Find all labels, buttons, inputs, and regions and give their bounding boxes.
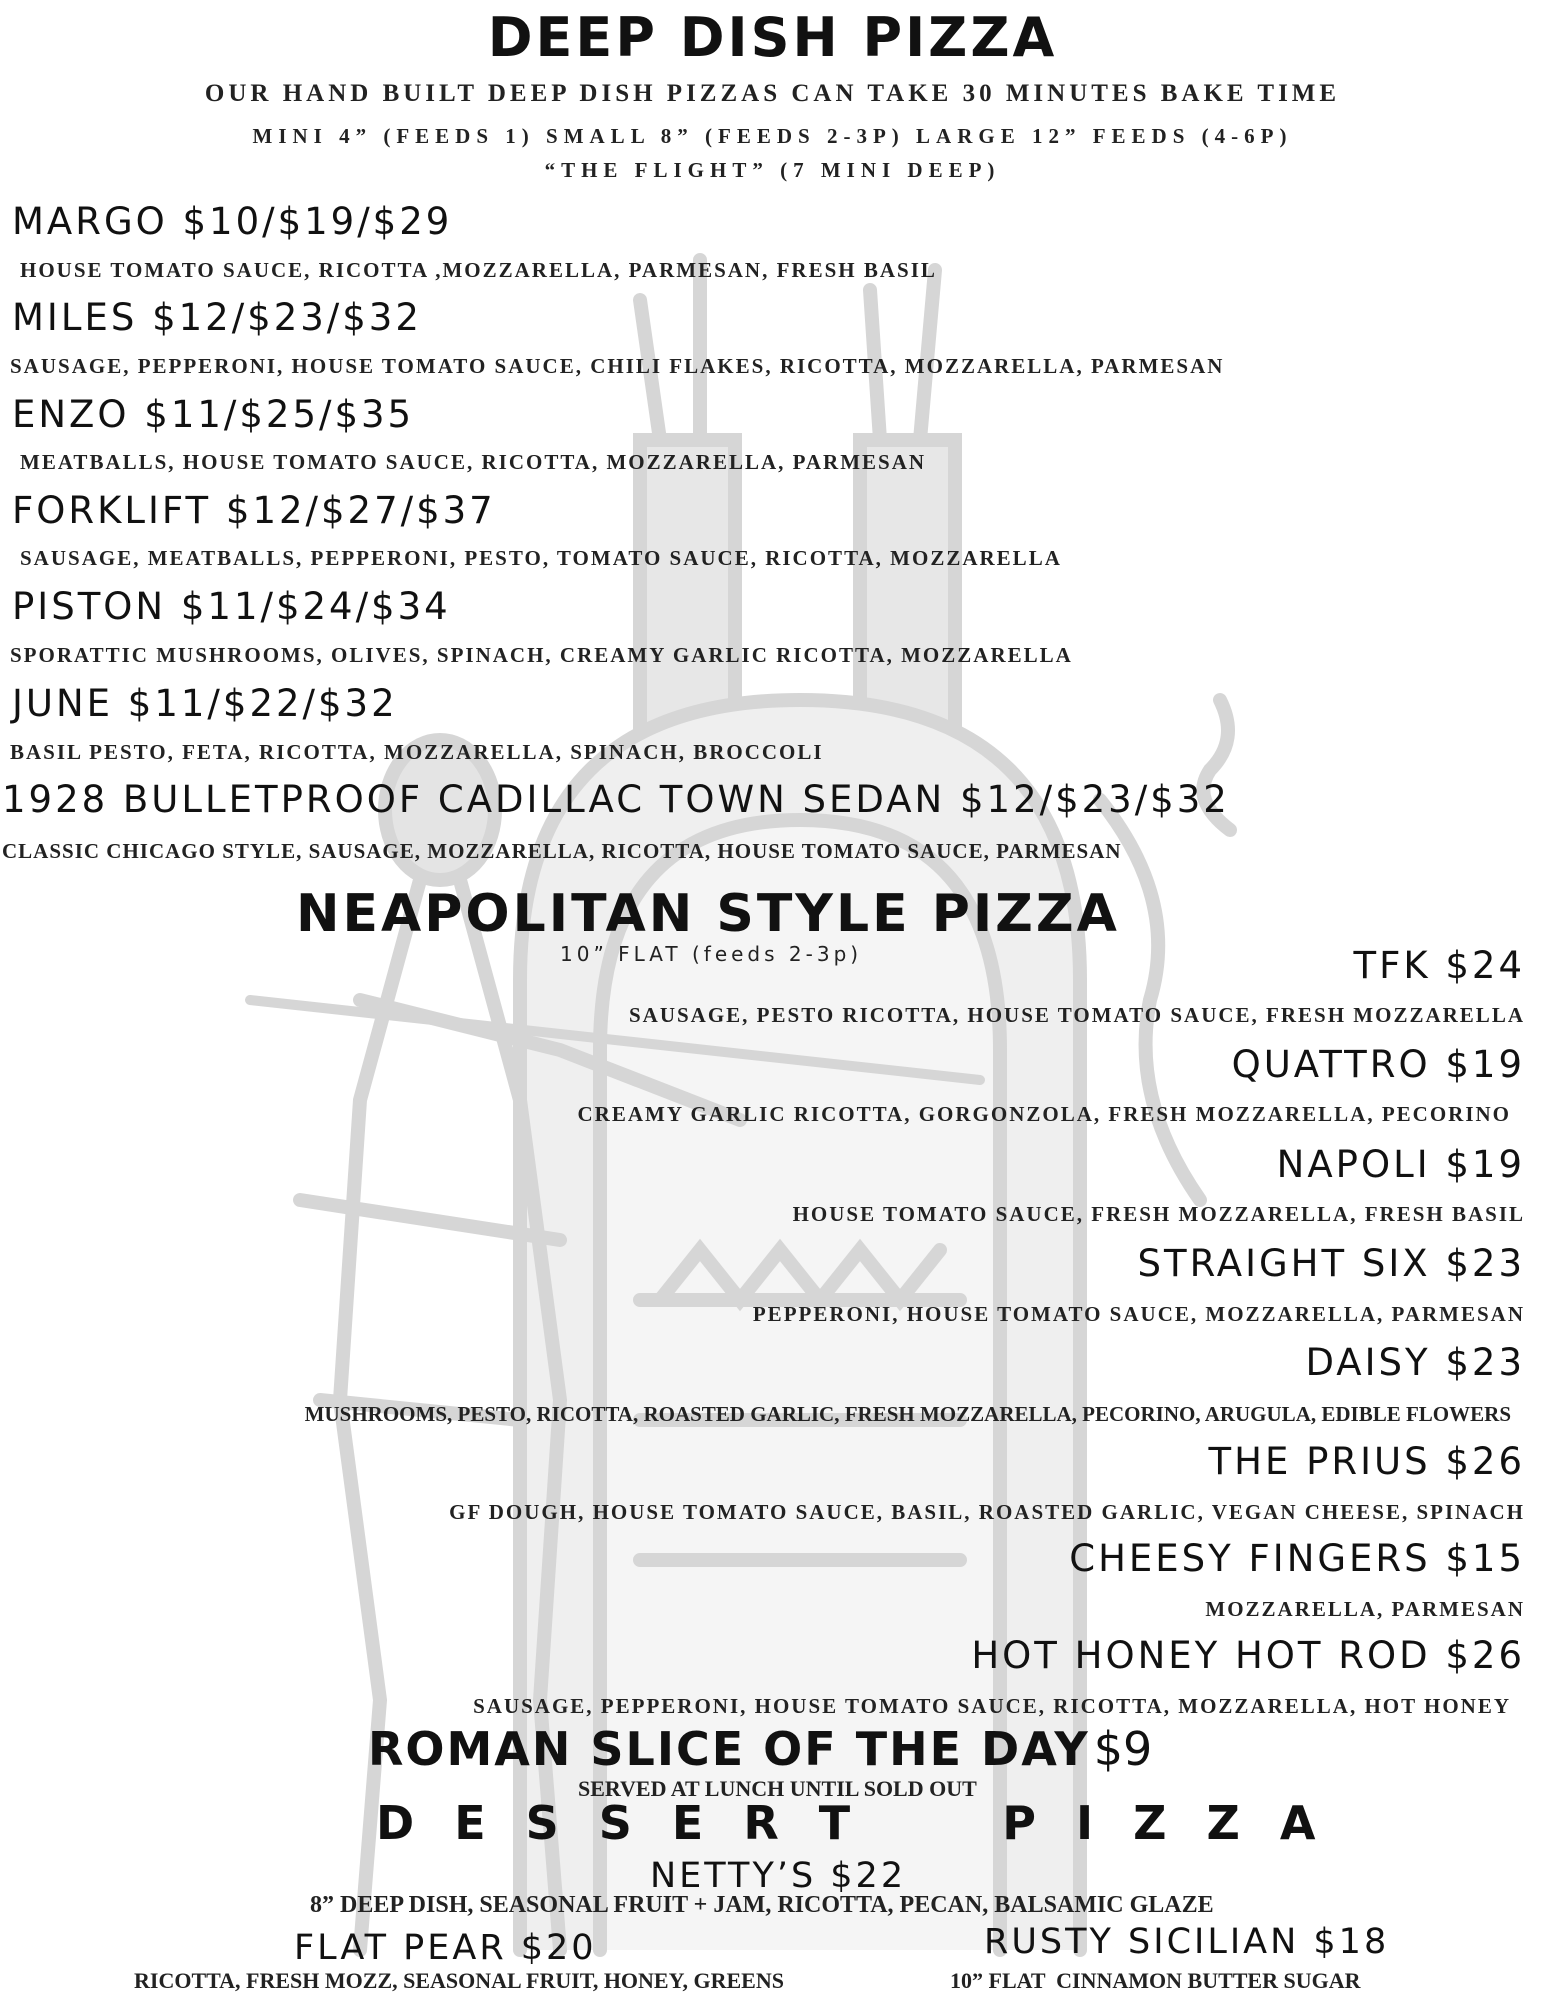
deep-dish-item-name: MILES $12/$23/$32 (12, 296, 422, 339)
neapolitan-item-desc: SAUSAGE, PESTO RICOTTA, HOUSE TOMATO SAUCE, FRESH MOZZARELLA (628, 1003, 1525, 1027)
neapolitan-item-desc: MUSHROOMS, PESTO, RICOTTA, ROASTED GARLIC, FRESH MOZZARELLA, PECORINO, ARUGULA, EDIBLE FLOWERS (304, 1402, 1511, 1426)
deep-dish-item-name: FORKLIFT $12/$27/$37 (12, 489, 496, 532)
neapolitan-item-name: QUATTRO $19 (1231, 1043, 1525, 1086)
neapolitan-size-note: 10” FLAT (feeds 2-3p) (560, 942, 863, 966)
deep-dish-sizes: MINI 4” (FEEDS 1) SMALL 8” (FEEDS 2-3P) LARGE 12” FEEDS (4-6P) (252, 124, 1293, 148)
dessert-item-desc: 10” FLAT CINNAMON BUTTER SUGAR (950, 1968, 1361, 1993)
neapolitan-item-name: DAISY $23 (1305, 1341, 1525, 1384)
deep-dish-item-desc: HOUSE TOMATO SAUCE, RICOTTA ,MOZZARELLA, PARMESAN, FRESH BASIL (20, 258, 937, 282)
dessert-item-name: FLAT PEAR $20 (294, 1928, 597, 1968)
neapolitan-item-name: CHEESY FINGERS $15 (1069, 1537, 1525, 1580)
neapolitan-item-name: HOT HONEY HOT ROD $26 (971, 1634, 1525, 1677)
deep-dish-item-desc: SPORATTIC MUSHROOMS, OLIVES, SPINACH, CREAMY GARLIC RICOTTA, MOZZARELLA (10, 643, 1073, 667)
deep-dish-item-name: 1928 BULLETPROOF CADILLAC TOWN SEDAN $12/$23/$32 (2, 778, 1230, 821)
dessert-item-desc: 8” DEEP DISH, SEASONAL FRUIT + JAM, RICOTTA, PECAN, BALSAMIC GLAZE (310, 1892, 1214, 1918)
deep-dish-item-name: PISTON $11/$24/$34 (12, 585, 451, 628)
neapolitan-item-name: THE PRIUS $26 (1208, 1440, 1525, 1483)
deep-dish-item-desc: MEATBALLS, HOUSE TOMATO SAUCE, RICOTTA, MOZZARELLA, PARMESAN (20, 450, 927, 474)
dessert-title: D E S S E R T P I Z Z A (376, 1796, 1328, 1850)
neapolitan-title: NEAPOLITAN STYLE PIZZA (296, 884, 1120, 944)
deep-dish-item-desc: SAUSAGE, MEATBALLS, PEPPERONI, PESTO, TOMATO SAUCE, RICOTTA, MOZZARELLA (20, 546, 1062, 570)
deep-dish-flight: “THE FLIGHT” (7 MINI DEEP) (544, 158, 1001, 182)
neapolitan-item-desc: MOZZARELLA, PARMESAN (1205, 1597, 1525, 1621)
neapolitan-item-name: NAPOLI $19 (1276, 1143, 1525, 1186)
neapolitan-item-name: TFK $24 (1353, 944, 1525, 987)
dessert-item-name: RUSTY SICILIAN $18 (984, 1922, 1390, 1962)
roman-slice-price: $9 (1093, 1722, 1153, 1776)
roman-slice-title: ROMAN SLICE OF THE DAY (368, 1722, 1090, 1776)
roman-slice-heading (368, 1722, 1152, 1776)
neapolitan-item-desc: CREAMY GARLIC RICOTTA, GORGONZOLA, FRESH MOZZARELLA, PECORINO (577, 1102, 1511, 1126)
neapolitan-item-desc: HOUSE TOMATO SAUCE, FRESH MOZZARELLA, FRESH BASIL (792, 1202, 1525, 1226)
neapolitan-item-desc: GF DOUGH, HOUSE TOMATO SAUCE, BASIL, ROASTED GARLIC, VEGAN CHEESE, SPINACH (449, 1500, 1525, 1524)
deep-dish-item-name: JUNE $11/$22/$32 (12, 682, 398, 725)
neapolitan-item-name: STRAIGHT SIX $23 (1137, 1242, 1525, 1285)
deep-dish-item-desc: CLASSIC CHICAGO STYLE, SAUSAGE, MOZZARELLA, RICOTTA, HOUSE TOMATO SAUCE, PARMESAN (2, 839, 1122, 863)
deep-dish-item-desc: SAUSAGE, PEPPERONI, HOUSE TOMATO SAUCE, CHILI FLAKES, RICOTTA, MOZZARELLA, PARMESAN (10, 354, 1225, 378)
neapolitan-item-desc: PEPPERONI, HOUSE TOMATO SAUCE, MOZZARELLA, PARMESAN (752, 1302, 1525, 1326)
deep-dish-item-name: MARGO $10/$19/$29 (12, 200, 453, 243)
dessert-item-name: NETTY’S $22 (650, 1856, 907, 1896)
neapolitan-item-desc: SAUSAGE, PEPPERONI, HOUSE TOMATO SAUCE, RICOTTA, MOZZARELLA, HOT HONEY (473, 1694, 1511, 1718)
deep-dish-item-name: ENZO $11/$25/$35 (12, 393, 415, 436)
deep-dish-item-desc: BASIL PESTO, FETA, RICOTTA, MOZZARELLA, SPINACH, BROCCOLI (10, 740, 824, 764)
dessert-item-desc: RICOTTA, FRESH MOZZ, SEASONAL FRUIT, HONEY, GREENS (134, 1968, 784, 1993)
deep-dish-title: DEEP DISH PIZZA (487, 6, 1058, 69)
roman-slice-note: SERVED AT LUNCH UNTIL SOLD OUT (578, 1776, 977, 1801)
deep-dish-bake-note: OUR HAND BUILT DEEP DISH PIZZAS CAN TAKE 30 MINUTES BAKE TIME (204, 80, 1341, 107)
